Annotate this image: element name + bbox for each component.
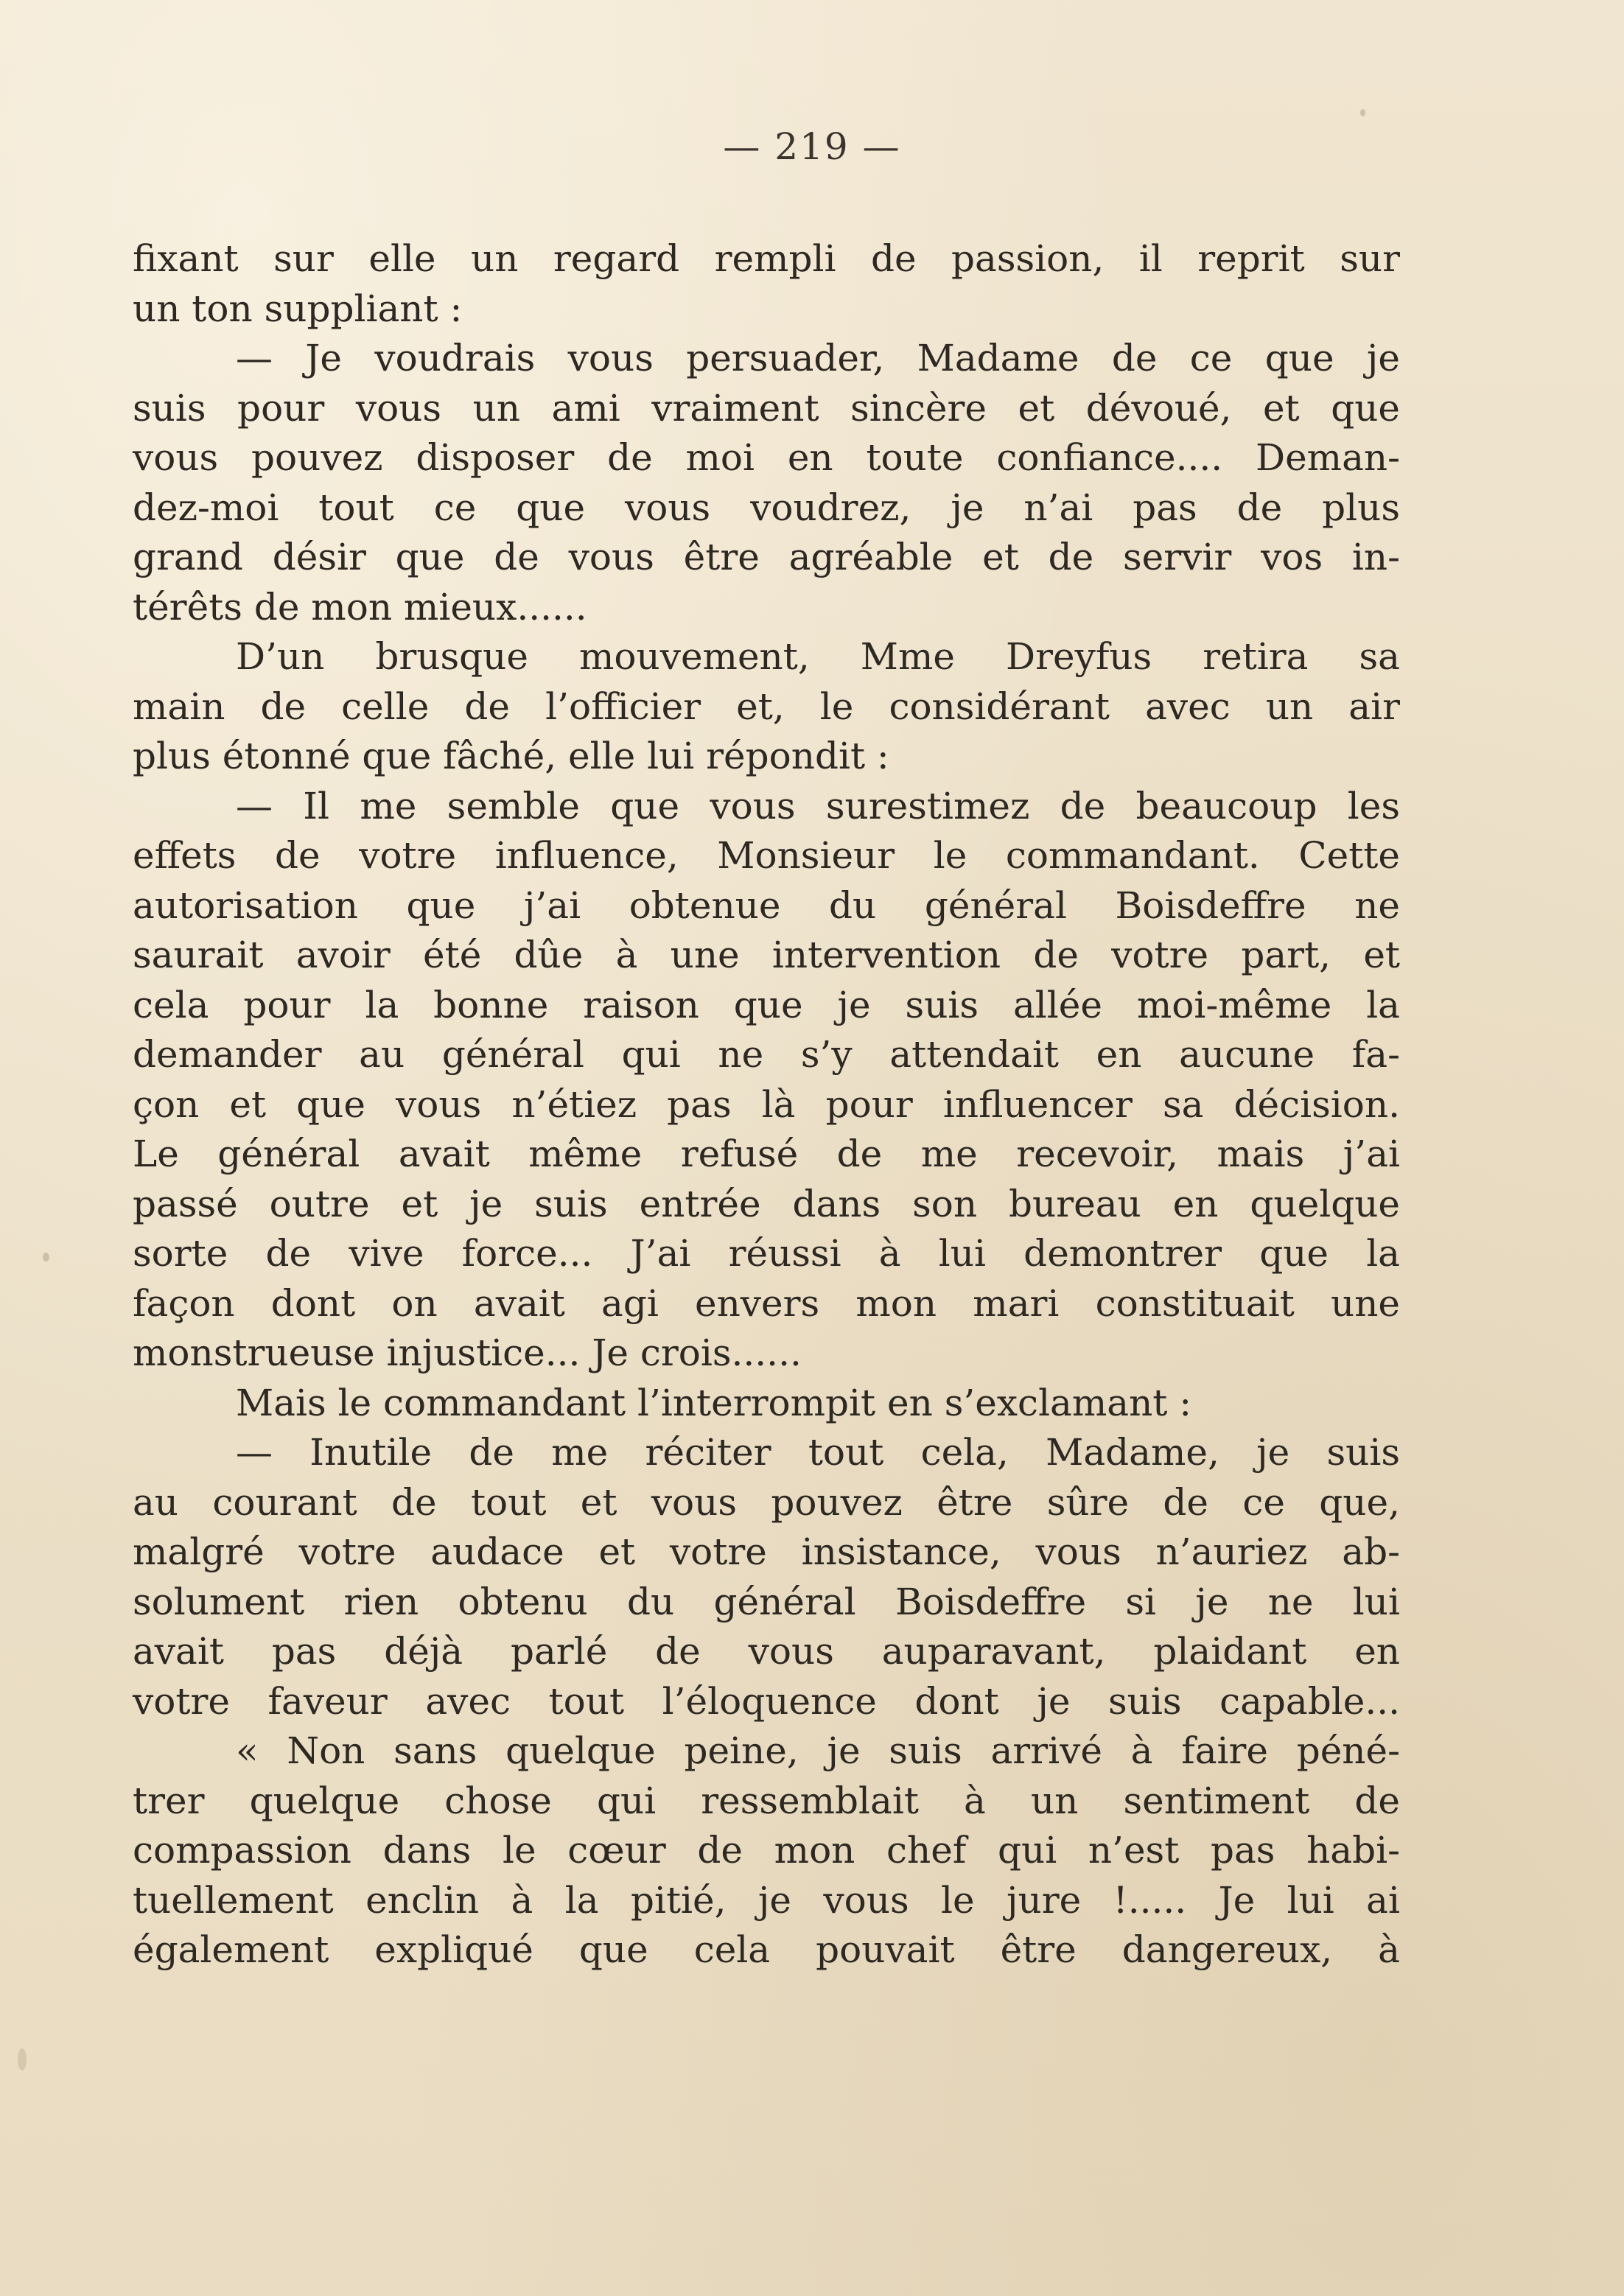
text-line: sorte de vive force... J’ai réussi à lui demontrer que la [133,1232,1400,1275]
text-line: saurait avoir été dûe à une intervention de votre part, et [133,934,1400,976]
text-line: grand désir que de vous être agréable et de servir vos in- [133,536,1400,578]
paper-stain [43,1253,49,1261]
text-line: également expliqué que cela pouvait être dangereux, à [133,1928,1400,1971]
text-line: Le général avait même refusé de me recevoir, mais j’ai [133,1133,1400,1175]
text-line: Mais le commandant l’interrompit en s’exclamant : [236,1381,1192,1424]
text-line: compassion dans le cœur de mon chef qui n’est pas habi- [133,1829,1400,1872]
text-line: monstrueuse injustice... Je crois...... [133,1331,802,1374]
paper-stain [1360,109,1365,116]
text-line: vous pouvez disposer de moi en toute confiance.... Deman- [133,436,1400,479]
text-line: trer quelque chose qui ressemblait à un sentiment de [133,1779,1400,1822]
text-line: D’un brusque mouvement, Mme Dreyfus retira sa [236,635,1400,678]
text-line: — Il me semble que vous surestimez de beaucoup les [236,784,1400,827]
text-line: suis pour vous un ami vraiment sincère et dévoué, et que [133,386,1400,430]
text-line: main de celle de l’officier et, le considérant avec un air [133,685,1400,728]
text-line: çon et que vous n’étiez pas là pour influencer sa décision. [133,1082,1400,1126]
text-line: effets de votre influence, Monsieur le commandant. Cette [133,834,1400,877]
text-line: térêts de mon mieux...... [133,585,587,629]
text-line: tuellement enclin à la pitié, je vous le jure !..... Je lui ai [133,1878,1400,1922]
text-line: — Je voudrais vous persuader, Madame de ce que je [236,337,1400,379]
text-line: cela pour la bonne raison que je suis allée moi-même la [133,983,1400,1026]
text-line: « Non sans quelque peine, je suis arrivé à faire péné- [236,1729,1400,1772]
text-line: — Inutile de me réciter tout cela, Madame, je suis [236,1431,1400,1474]
text-line: plus étonné que fâché, elle lui répondit : [133,735,889,777]
text-line: demander au général qui ne s’y attendait en aucune fa- [133,1033,1400,1076]
text-line: avait pas déjà parlé de vous auparavant, plaidant en [133,1630,1400,1673]
page-number: — 219 — [723,125,901,168]
text-line: au courant de tout et vous pouvez être sûre de ce que, [133,1480,1400,1524]
text-line: dez-moi tout ce que vous voudrez, je n’ai pas de plus [133,486,1400,529]
text-line: passé outre et je suis entrée dans son bureau en quelque [133,1182,1400,1225]
text-line: un ton suppliant : [133,287,463,330]
paper-stain [18,2048,27,2071]
page-text [133,234,1400,1975]
text-line: façon dont on avait agi envers mon mari constituait une [133,1281,1400,1325]
text-line: votre faveur avec tout l’éloquence dont je suis capable... [133,1679,1400,1723]
text-line: fixant sur elle un regard rempli de passion, il reprit sur [133,237,1400,280]
text-line: autorisation que j’ai obtenue du général Boisdeffre ne [133,883,1400,927]
text-line: malgré votre audace et votre insistance, vous n’auriez ab- [133,1530,1400,1573]
text-line: solument rien obtenu du général Boisdeffre si je ne lui [133,1580,1400,1623]
